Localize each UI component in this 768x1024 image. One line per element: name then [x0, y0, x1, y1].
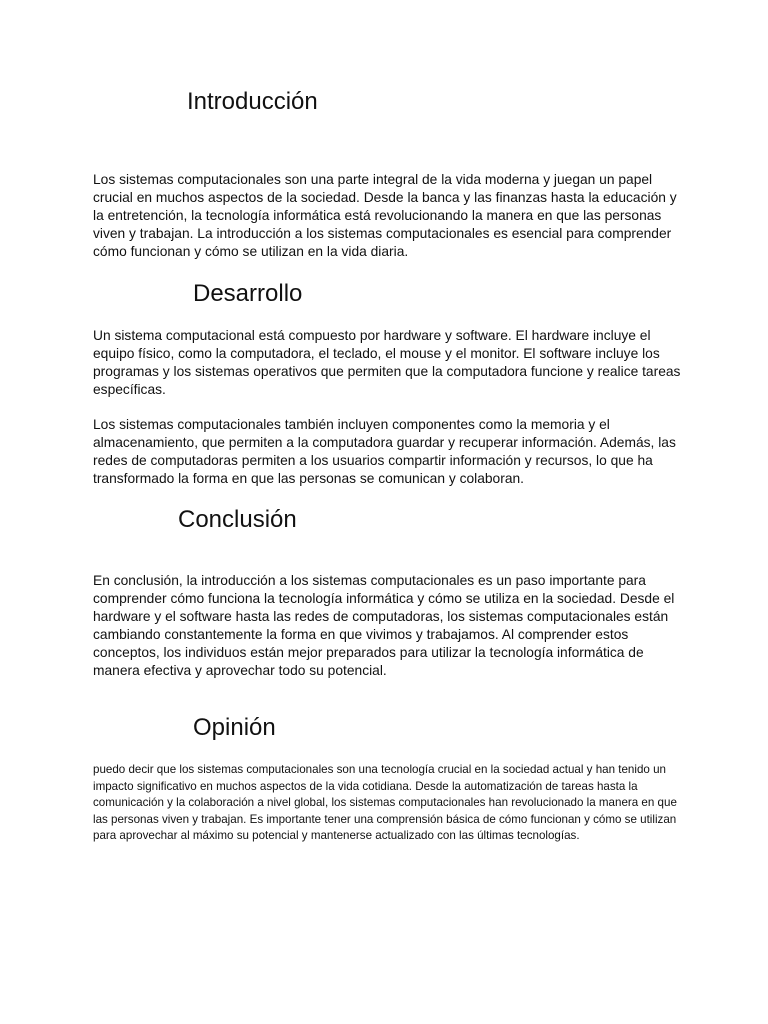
- intro-paragraph: Los sistemas computacionales son una parte integral de la vida moderna y juegan un papel crucial en muchos aspectos de la sociedad. Desde la banca y las finanzas hasta la educación y la entretención, la tecnología informática está revolucionando la manera en que las personas viven y trabajan. La introducción a los sistemas computacionales es esencial para comprender cómo funcionan y cómo se utilizan en la vida diaria.: [93, 172, 677, 259]
- opinion-paragraph: puedo decir que los sistemas computacionales son una tecnología crucial en la sociedad actual y han tenido un impacto significativo en muchos aspectos de la vida cotidiana. Desde la automatización de tareas hasta la comunicación y la colaboración a nivel global, los sistemas computacionales han revolucionado la manera en que las personas viven y trabajan. Es importante tener una comprensión básica de cómo funcionan y cómo se utilizan para aprovechar al máximo su potencial y mantenerse actualizado con las últimas tecnologías.: [93, 763, 677, 842]
- development-paragraph-2: Los sistemas computacionales también incluyen componentes como la memoria y el almacenamiento, que permiten a la computadora guardar y recuperar información. Además, las redes de computadoras permiten a los usuarios compartir información y recursos, lo que ha transformado la forma en que las personas se comunican y colaboran.: [93, 417, 676, 486]
- conclusion-heading: Conclusión: [178, 506, 297, 533]
- conclusion-paragraph: En conclusión, la introducción a los sistemas computacionales es un paso importante para comprender cómo funciona la tecnología informática y cómo se utiliza en la sociedad. Desde el hardware y el software hasta las redes de computadoras, los sistemas computacionales están cambiando constantemente la forma en que vivimos y trabajamos. Al comprender estos conceptos, los individuos están mejor preparados para utilizar la tecnología informática de manera efectiva y aprovechar todo su potencial.: [93, 573, 675, 678]
- intro-heading: Introducción: [187, 88, 318, 115]
- development-heading: Desarrollo: [193, 280, 303, 307]
- development-paragraph-1: Un sistema computacional está compuesto por hardware y software. El hardware incluye el equipo físico, como la computadora, el teclado, el mouse y el monitor. El software incluye los programas y los sistemas operativos que permiten que la computadora funcione y realice tareas específicas.: [93, 328, 681, 397]
- opinion-heading: Opinión: [193, 714, 276, 741]
